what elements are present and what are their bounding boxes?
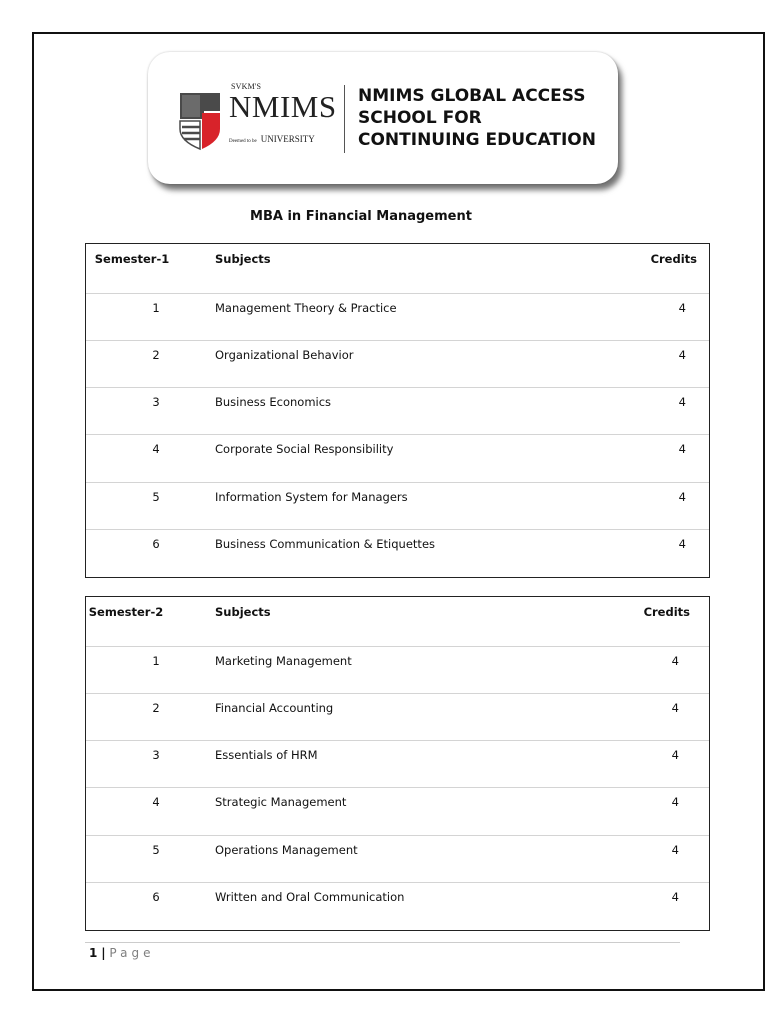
logo-divider <box>344 85 345 153</box>
row-subject: Marketing Management <box>215 654 352 668</box>
row-credits: 4 <box>678 537 686 551</box>
school-line-3: CONTINUING EDUCATION <box>358 130 596 150</box>
table-row <box>86 646 709 693</box>
document-title-text: MBA in Financial Management <box>250 209 472 224</box>
row-subject: Information System for Managers <box>215 490 408 504</box>
semester-2-table <box>85 596 710 931</box>
row-subject: Business Economics <box>215 395 332 409</box>
row-credits: 4 <box>671 701 679 715</box>
row-number: 5 <box>152 490 160 504</box>
page-separator: | <box>101 946 106 960</box>
table-row <box>86 882 709 929</box>
page-number: 1 <box>89 946 98 960</box>
tagline-university: UNIVERSITY <box>260 134 315 144</box>
row-credits: 4 <box>671 843 679 857</box>
header-credits: Credits <box>650 252 697 266</box>
row-credits: 4 <box>678 490 686 504</box>
row-subject: Management Theory & Practice <box>215 301 397 315</box>
nmims-emblem-icon <box>178 89 222 151</box>
school-name <box>358 85 596 151</box>
table-row <box>86 529 709 576</box>
table-header-row <box>86 244 709 291</box>
row-credits: 4 <box>671 748 679 762</box>
row-credits: 4 <box>671 795 679 809</box>
page-label: Page <box>109 946 155 960</box>
semester-1-table <box>85 243 710 578</box>
table-row <box>86 693 709 740</box>
row-credits: 4 <box>678 301 686 315</box>
footer-rule <box>85 942 680 943</box>
row-number: 2 <box>152 348 160 362</box>
row-number: 2 <box>152 701 160 715</box>
table-row <box>86 293 709 340</box>
row-credits: 4 <box>671 890 679 904</box>
header-credits: Credits <box>643 605 690 619</box>
row-credits: 4 <box>678 442 686 456</box>
page-footer <box>89 946 154 960</box>
table-row <box>86 787 709 834</box>
row-subject: Essentials of HRM <box>215 748 318 762</box>
row-number: 1 <box>152 301 160 315</box>
table-header-row <box>86 597 709 644</box>
brand-nmims: NMIMS <box>229 89 337 124</box>
brand-tagline <box>229 134 315 144</box>
header-semester: Semester-1 <box>94 252 170 266</box>
table-row <box>86 434 709 481</box>
tagline-small: Deemed to be <box>229 139 257 144</box>
row-number: 3 <box>152 748 160 762</box>
row-number: 3 <box>152 395 160 409</box>
row-subject: Operations Management <box>215 843 358 857</box>
logo-banner <box>148 52 618 184</box>
brand-svkm: SVKM'S <box>231 82 262 91</box>
row-number: 6 <box>152 537 160 551</box>
row-number: 1 <box>152 654 160 668</box>
school-line-1: NMIMS GLOBAL ACCESS <box>358 86 586 106</box>
header-subjects: Subjects <box>215 252 271 266</box>
row-credits: 4 <box>678 348 686 362</box>
row-subject: Business Communication & Etiquettes <box>215 537 436 551</box>
table-row <box>86 740 709 787</box>
row-number: 6 <box>152 890 160 904</box>
table-row <box>86 835 709 882</box>
header-semester: Semester-2 <box>88 605 164 619</box>
row-subject: Organizational Behavior <box>215 348 354 362</box>
header-subjects: Subjects <box>215 605 271 619</box>
row-subject: Strategic Management <box>215 795 347 809</box>
row-credits: 4 <box>678 395 686 409</box>
school-line-2: SCHOOL FOR <box>358 108 482 128</box>
row-subject: Written and Oral Communication <box>215 890 405 904</box>
row-subject: Financial Accounting <box>215 701 334 715</box>
table-row <box>86 387 709 434</box>
row-number: 4 <box>152 795 160 809</box>
table-row <box>86 482 709 529</box>
row-subject: Corporate Social Responsibility <box>215 442 394 456</box>
row-number: 5 <box>152 843 160 857</box>
table-row <box>86 340 709 387</box>
document-title <box>0 209 768 224</box>
row-number: 4 <box>152 442 160 456</box>
row-credits: 4 <box>671 654 679 668</box>
